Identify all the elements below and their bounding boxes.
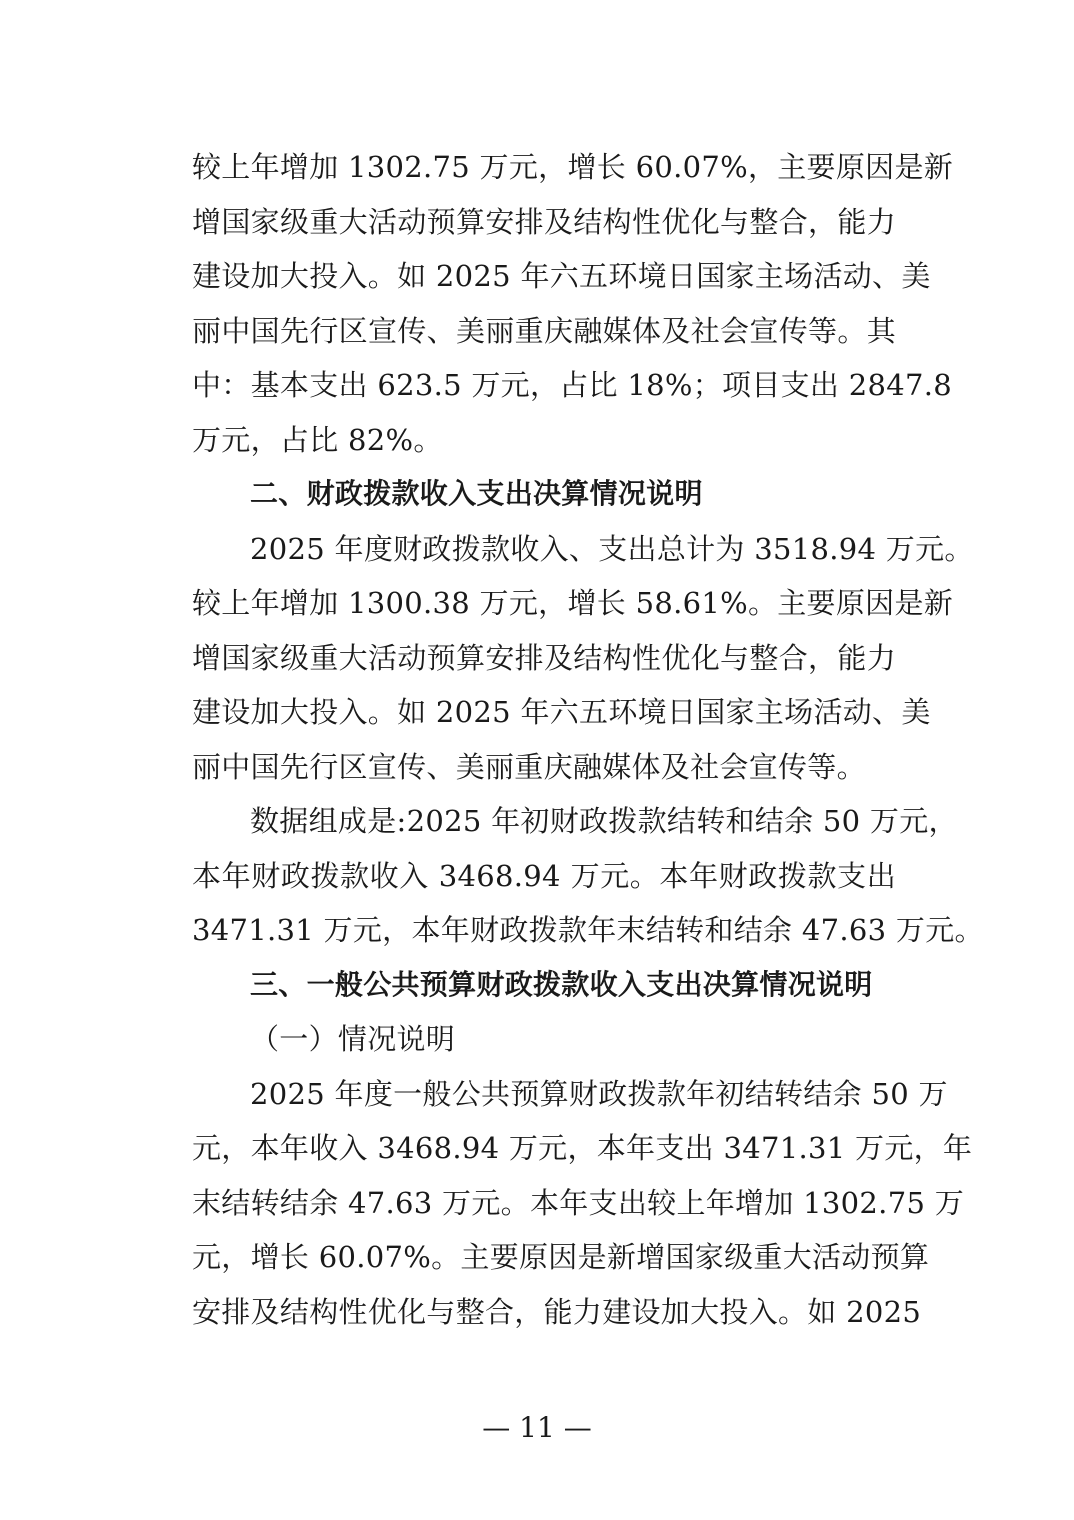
- text-line: 末结转结余 47.63 万元。本年支出较上年增加 1302.75 万: [192, 1185, 965, 1220]
- text-line: 2025 年度财政拨款收入、支出总计为 3518.94 万元。: [250, 531, 974, 566]
- page-number: — 11 —: [482, 1411, 592, 1444]
- section-heading-general-public-budget: 三、一般公共预算财政拨款收入支出决算情况说明: [250, 967, 873, 1001]
- text-line: 本年财政拨款收入 3468.94 万元。本年财政拨款支出: [192, 858, 896, 893]
- text-line: 较上年增加 1302.75 万元，增长 60.07%，主要原因是新: [192, 150, 954, 184]
- text-line: 万元，占比 82%。: [192, 422, 443, 457]
- text-line: 元，本年收入 3468.94 万元，本年支出 3471.31 万元，年: [192, 1131, 973, 1165]
- text-line: 增国家级重大活动预算安排及结构性优化与整合，能力: [192, 204, 896, 239]
- sub-heading-situation: （一）情况说明: [250, 1022, 456, 1056]
- paragraph-fiscal-appropriation-total: [192, 522, 974, 795]
- text-line: 增国家级重大活动预算安排及结构性优化与整合，能力: [192, 640, 896, 675]
- text-line: 丽中国先行区宣传、美丽重庆融媒体及社会宣传等。: [192, 749, 866, 784]
- text-line: 3471.31 万元，本年财政拨款年末结转和结余 47.63 万元。: [192, 913, 984, 947]
- paragraph-expense-summary: [192, 140, 954, 467]
- text-line: 2025 年度一般公共预算财政拨款年初结转结余 50 万: [250, 1076, 948, 1111]
- text-line: 建设加大投入。如 2025 年六五环境日国家主场活动、美: [192, 695, 931, 729]
- text-line: 丽中国先行区宣传、美丽重庆融媒体及社会宣传等。其: [192, 313, 896, 348]
- text-line: 元，增长 60.07%。主要原因是新增国家级重大活动预算: [192, 1240, 930, 1274]
- text-line: 数据组成是:2025 年初财政拨款结转和结余 50 万元，: [250, 804, 958, 838]
- section-heading-fiscal-appropriation: 二、财政拨款收入支出决算情况说明: [250, 477, 703, 510]
- text-line: 中：基本支出 623.5 万元，占比 18%；项目支出 2847.8: [192, 368, 953, 402]
- text-line: 安排及结构性优化与整合，能力建设加大投入。如 2025: [192, 1294, 922, 1329]
- document-body: [192, 140, 984, 1339]
- paragraph-general-public-budget: [192, 1067, 973, 1340]
- text-line: 建设加大投入。如 2025 年六五环境日国家主场活动、美: [192, 259, 931, 293]
- text-line: 较上年增加 1300.38 万元，增长 58.61%。主要原因是新: [192, 586, 954, 620]
- paragraph-data-composition: [192, 794, 984, 958]
